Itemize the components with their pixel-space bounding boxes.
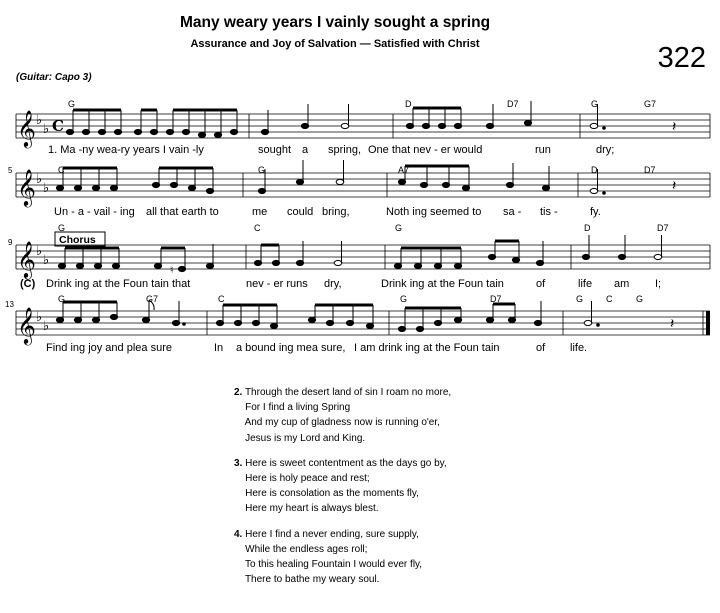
quarter-rest-icon: 𝄽 [670, 316, 675, 332]
verse-line: Here I find a never ending, sure supply, [245, 528, 419, 540]
lyric: Noth ing seemed to [386, 206, 482, 218]
treble-clef-icon: 𝄞 [17, 168, 36, 206]
lyric: could [287, 206, 314, 218]
lyrics-system-1 [48, 144, 614, 156]
verse-number: 4. [234, 528, 243, 540]
hymn-title: Many weary years I vainly sought a spring [179, 14, 491, 31]
lyric: all that earth to [146, 206, 219, 218]
verse-line: While the endless ages roll; [245, 543, 368, 555]
chord: D [405, 99, 412, 109]
lyric: tis - [540, 206, 558, 218]
chord: D7 [507, 99, 519, 109]
treble-clef-icon: 𝄞 [17, 240, 36, 278]
chord: D7 [644, 165, 656, 175]
lyric: I am drink ing at the Foun tain [354, 342, 500, 354]
verse-line: Through the desert land of sin I roam no more, [244, 387, 452, 398]
key-signature-flat: ♭ [43, 122, 50, 137]
key-signature-flat: ♭ [36, 310, 43, 325]
lyric: bring, [322, 206, 350, 218]
svg-text:♮: ♮ [170, 265, 174, 276]
final-barline [706, 311, 710, 335]
key-signature: ♭ [36, 113, 43, 128]
lyrics-system-3 [20, 278, 661, 290]
lyric: a [302, 144, 309, 156]
additional-verses [234, 385, 451, 597]
verse-line: For I find a living Spring [245, 402, 351, 414]
treble-clef-icon: 𝄞 [17, 109, 36, 147]
chord: D [584, 223, 591, 233]
capo-note: (Guitar: Capo 3) [16, 72, 92, 83]
chord: G7 [644, 99, 657, 109]
svg-text:Chorus: Chorus [59, 234, 96, 246]
lyric: me [252, 206, 268, 218]
lyric: dry; [596, 144, 615, 156]
lyric: I; [655, 278, 662, 290]
lyric: Un - a - vail - ing [54, 206, 135, 218]
measure-number: 5 [8, 166, 13, 175]
staff-system-2 [8, 160, 710, 218]
verse-line: Here is sweet contentment as the days go by, [245, 457, 447, 469]
chords-system-4 [58, 294, 643, 304]
staff-system-4 [5, 294, 710, 354]
key-signature-flat: ♭ [43, 181, 50, 196]
chord: C [254, 223, 261, 233]
chord: C [58, 165, 65, 175]
key-signature-flat: ♭ [36, 172, 43, 187]
key-signature-flat: ♭ [36, 244, 43, 259]
lyric: fy. [590, 206, 601, 218]
lyric: of [536, 342, 546, 354]
lyric: nev - er runs [246, 278, 308, 290]
chord: G [636, 294, 644, 304]
hymn-subtitle: Assurance and Joy of Salvation — Satisfied with Christ [190, 38, 480, 50]
notes-system-2 [56, 160, 605, 194]
hymn-number: 322 [657, 42, 706, 74]
lyric: life. [570, 342, 588, 354]
lyrics-system-4 [46, 342, 587, 354]
verse-line: Here my heart is always blest. [245, 503, 379, 515]
lyric: sa - [503, 206, 522, 218]
verse-line: There to bathe my weary soul. [244, 574, 380, 586]
lyric: dry, [324, 278, 342, 290]
chord: C [606, 294, 613, 304]
chords-system-3 [58, 223, 669, 233]
chord: G [258, 165, 266, 175]
lyric: Drink ing at the Foun tain [381, 278, 504, 290]
chord: C [218, 294, 225, 304]
lyric: spring, [328, 144, 362, 156]
staff-system-1 [16, 99, 710, 156]
staff-system-3 [8, 223, 710, 290]
chord: D7 [490, 294, 502, 304]
chord: D7 [657, 223, 669, 233]
key-signature-flat: ♭ [43, 319, 50, 334]
measure-number: 13 [5, 300, 14, 309]
verse-4 [234, 527, 451, 588]
quarter-rest-icon: 𝄽 [672, 119, 677, 135]
verse-line: Here is consolation as the moments fly, [245, 488, 419, 500]
lyric: In [214, 342, 224, 354]
treble-clef-icon: 𝄞 [17, 306, 36, 344]
lyric: 1. Ma -ny wea-ry years I vain -ly [48, 144, 204, 156]
chord: G [58, 294, 66, 304]
lyric: am [614, 278, 630, 290]
verse-line: Jesus is my Lord and King. [245, 432, 366, 444]
key-signature-flat: ♭ [43, 253, 50, 268]
lyric: of [536, 278, 546, 290]
notes-system-4 [56, 300, 599, 332]
time-signature: C [52, 117, 64, 135]
chord: G [58, 223, 66, 233]
chord: D [591, 165, 598, 175]
lyrics-system-2 [54, 206, 601, 218]
verse-number: 2. [234, 387, 243, 398]
chord: G [68, 99, 76, 109]
verse-3 [234, 456, 451, 517]
verse-line: To this healing Fountain I would ever fly, [244, 559, 423, 571]
lyric: Find ing joy and plea sure [46, 342, 172, 354]
verse-line: And my cup of gladness now is running o'er, [244, 417, 440, 429]
chords-system-1 [68, 99, 656, 109]
lyric: life [578, 278, 593, 290]
lyric: (C) [20, 278, 36, 290]
chord: G [395, 223, 403, 233]
chord: G [400, 294, 408, 304]
lyric: a bound ing mea sure, [236, 342, 346, 354]
lyric: sought [258, 144, 292, 156]
chorus-label [55, 232, 105, 246]
lyric: One that nev - er would [368, 144, 483, 156]
chord: G [591, 99, 599, 109]
quarter-rest-icon: 𝄽 [672, 178, 677, 194]
measure-number: 9 [8, 238, 13, 247]
verse-2 [234, 385, 451, 446]
lyric: run [535, 144, 551, 156]
chord: A7 [398, 165, 410, 175]
chord: G7 [146, 294, 159, 304]
lyric: Drink ing at the Foun tain that [46, 278, 191, 290]
verse-line: Here is holy peace and rest; [245, 473, 370, 485]
chords-system-2 [58, 165, 656, 175]
chord: G [576, 294, 584, 304]
verse-number: 3. [234, 457, 243, 469]
